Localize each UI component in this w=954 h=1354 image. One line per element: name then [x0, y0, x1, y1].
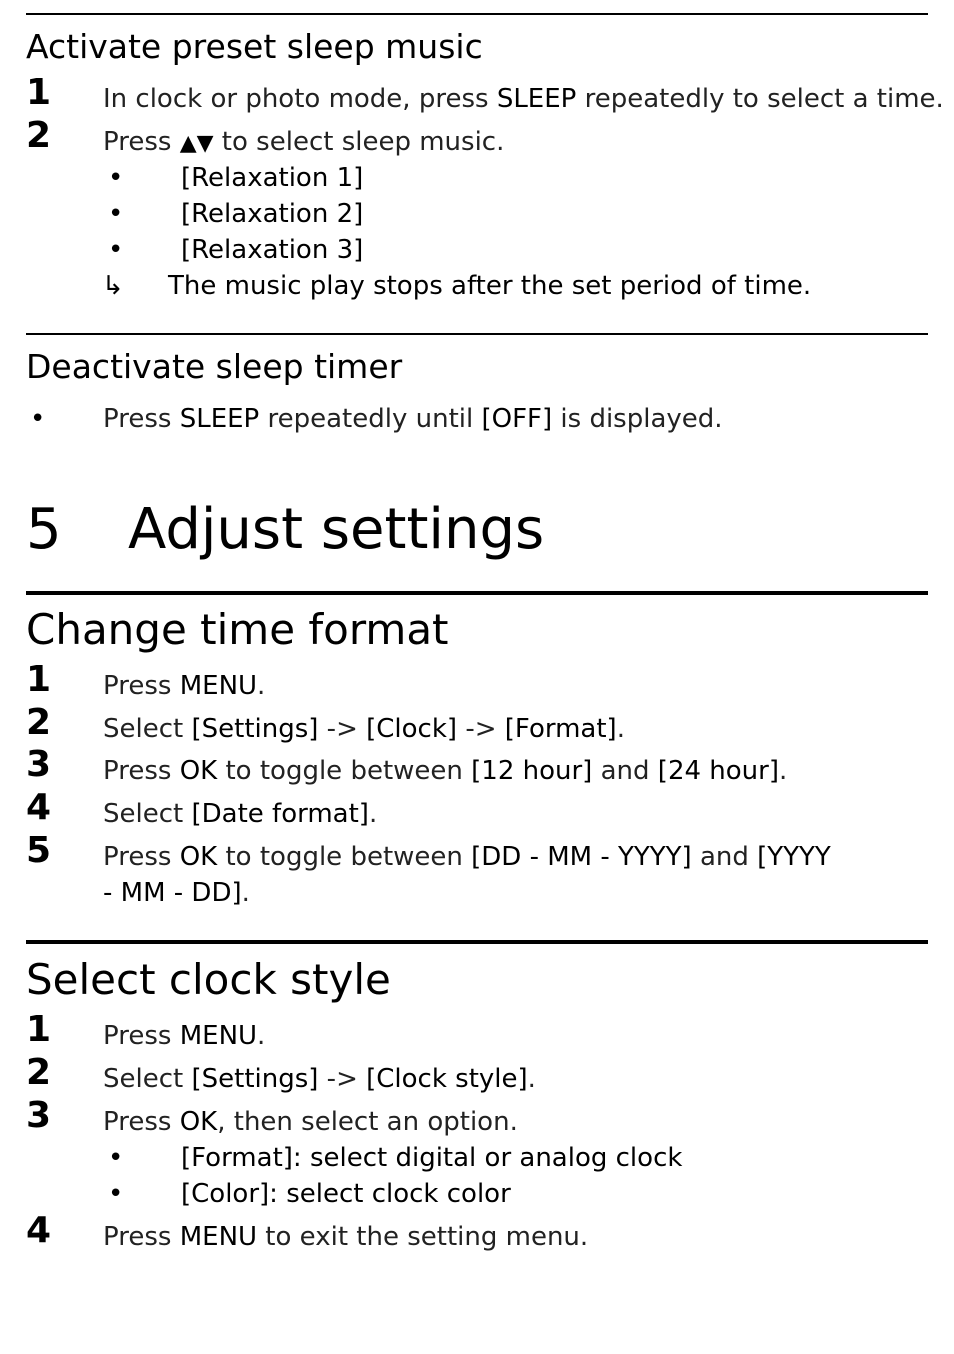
chapter-heading	[26, 497, 544, 563]
bullet-icon: •	[108, 199, 124, 229]
section-heading: Activate preset sleep music	[26, 27, 483, 66]
step-text: Select [Settings] -> [Clock] -> [Format].	[103, 714, 625, 744]
step-text: Select [Settings] -> [Clock style].	[103, 1064, 536, 1094]
key-label: SLEEP	[179, 404, 260, 434]
step-number: 3	[26, 1095, 52, 1136]
section-rule	[26, 13, 928, 15]
section-heading: Change time format	[26, 605, 449, 654]
step-number: 1	[26, 659, 52, 700]
step-text: Press MENU.	[103, 671, 266, 701]
chapter-title: Adjust settings	[128, 497, 545, 562]
step-text: Press OK to toggle between [12 hour] and [24 hour].	[103, 756, 788, 786]
option-label: [Color]: select clock color	[181, 1179, 511, 1209]
step-number: 1	[26, 72, 52, 113]
step-number: 3	[26, 744, 52, 785]
step-text: Press SLEEP repeatedly until [OFF] is displayed.	[103, 404, 723, 434]
option-label: [Relaxation 2]	[181, 199, 364, 229]
step-text: Press OK to toggle between [DD - MM - YYYY] and [YYYY	[103, 842, 831, 872]
step-number: 5	[26, 830, 52, 871]
key-label: SLEEP	[496, 84, 577, 114]
step-number: 2	[26, 115, 52, 156]
chapter-number: 5	[26, 497, 62, 562]
bullet-icon: •	[30, 404, 46, 434]
section-heading: Select clock style	[26, 955, 391, 1004]
result-text: The music play stops after the set period of time.	[168, 271, 812, 301]
step-text: Press ▲▼ to select sleep music.	[103, 127, 505, 157]
step-text: Press MENU.	[103, 1021, 266, 1051]
bullet-icon: •	[108, 235, 124, 265]
section-rule	[26, 940, 928, 944]
section-rule	[26, 591, 928, 595]
bullet-icon: •	[108, 1179, 124, 1209]
step-text: In clock or photo mode, press SLEEP repeatedly to select a time.	[103, 84, 944, 114]
option-label: [Format]: select digital or analog clock	[181, 1143, 683, 1173]
step-number: 2	[26, 1052, 52, 1093]
step-text: - MM - DD].	[103, 878, 250, 908]
step-text: Press MENU to exit the setting menu.	[103, 1222, 589, 1252]
step-text: Press OK, then select an option.	[103, 1107, 518, 1137]
section-heading: Deactivate sleep timer	[26, 347, 403, 386]
option-label: [Relaxation 3]	[181, 235, 364, 265]
step-number: 1	[26, 1009, 52, 1050]
bullet-icon: •	[108, 1143, 124, 1173]
section-rule	[26, 333, 928, 335]
bullet-icon: •	[108, 163, 124, 193]
step-text: Select [Date format].	[103, 799, 378, 829]
step-number: 4	[26, 1210, 52, 1251]
up-down-arrow-icon: ▲▼	[179, 131, 214, 156]
step-number: 2	[26, 702, 52, 743]
value-label: [OFF]	[481, 404, 553, 434]
option-label: [Relaxation 1]	[181, 163, 364, 193]
step-number: 4	[26, 787, 52, 828]
result-arrow-icon: ↳	[102, 271, 124, 301]
